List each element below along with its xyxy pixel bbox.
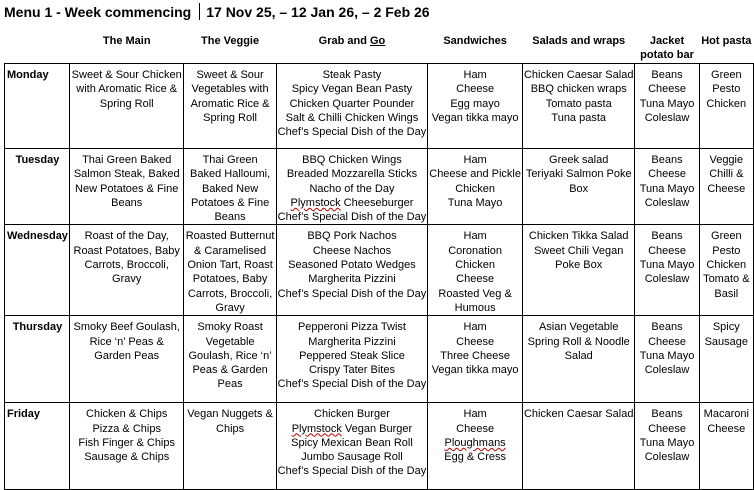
- cell-pasta: Green Pesto Chicken Tomato & Basil: [699, 225, 753, 316]
- cell-main: Smoky Beef Goulash, Rice ‘n’ Peas & Garden Peas: [69, 316, 184, 403]
- cell-main: Sweet & Sour Chicken with Aromatic Rice & Spring Roll: [69, 64, 184, 149]
- cell-grab: Chicken Burger Plymstock Vegan Burger Spicy Mexican Bean Roll Jumbo Sausage Roll Chef’s Special Dish of the Day: [276, 403, 428, 490]
- menu-dates: 17 Nov 25, – 12 Jan 26, – 2 Feb 26: [206, 4, 430, 20]
- cell-sandwiches: Ham Cheese and Pickle Chicken Tuna Mayo: [428, 149, 523, 225]
- header-day: [5, 30, 70, 64]
- cell-veggie: Sweet & Sour Vegetables with Aromatic Rice & Spring Roll: [184, 64, 276, 149]
- cell-main: Thai Green Baked Salmon Steak, Baked New Potatoes & Fine Beans: [69, 149, 184, 225]
- day-friday: Friday: [5, 403, 70, 490]
- header-go: Go: [369, 35, 386, 47]
- cell-sandwiches: Ham Cheese Ploughmans Egg & Cress: [428, 403, 523, 490]
- cell-main: Chicken & Chips Pizza & Chips Fish Finger & Chips Sausage & Chips: [69, 403, 184, 490]
- cell-veggie: Roasted Butternut & Caramelised Onion Tart, Roast Potatoes, Baby Carrots, Broccoli, Gravy: [184, 225, 276, 316]
- header-salads: Salads and wraps: [532, 35, 626, 47]
- cell-salads: Greek salad Teriyaki Salmon Poke Box: [522, 149, 634, 225]
- cell-main: Roast of the Day, Roast Potatoes, Baby Carrots, Broccoli, Gravy: [69, 225, 184, 316]
- header-main: The Main: [102, 35, 151, 47]
- cell-grab: Steak Pasty Spicy Vegan Bean Pasty Chicken Quarter Pounder Salt & Chilli Chicken Wings Chef’s Special Dish of the Day: [276, 64, 428, 149]
- cell-veggie: Thai Green Baked Halloumi, Baked New Potatoes & Fine Beans: [184, 149, 276, 225]
- cell-salads: Asian Vegetable Spring Roll & Noodle Salad: [522, 316, 634, 403]
- cell-jacket: Beans Cheese Tuna Mayo Coleslaw: [635, 149, 699, 225]
- day-wednesday: Wednesday: [5, 225, 70, 316]
- row-wednesday: [5, 225, 754, 316]
- cell-grab: BBQ Pork Nachos Cheese Nachos Seasoned Potato Wedges Margherita Pizzini Chef’s Special Dish of the Day: [276, 225, 428, 316]
- cell-sandwiches: Ham Cheese Three Cheese Vegan tikka mayo: [428, 316, 523, 403]
- row-friday: [5, 403, 754, 490]
- day-monday: Monday: [5, 64, 70, 149]
- header-grab-and-go: Grab and Go: [318, 35, 386, 47]
- cell-sandwiches: Ham Cheese Egg mayo Vegan tikka mayo: [428, 64, 523, 149]
- cell-veggie: Vegan Nuggets & Chips: [184, 403, 276, 490]
- header-row: [5, 30, 754, 64]
- header-jacket: Jacket potato bar: [640, 35, 694, 62]
- menu-title: [4, 2, 430, 22]
- cell-jacket: Beans Cheese Tuna Mayo Coleslaw: [635, 225, 699, 316]
- menu-name: Menu 1 - Week commencing: [4, 4, 192, 20]
- title-separator: [199, 3, 200, 20]
- menu-table: [4, 30, 754, 490]
- cell-jacket: Beans Cheese Tuna Mayo Coleslaw: [635, 403, 699, 490]
- header-sandwiches: Sandwiches: [443, 35, 507, 47]
- cell-veggie: Smoky Roast Vegetable Goulash, Rice ‘n’ Peas & Garden Peas: [184, 316, 276, 403]
- cell-jacket: Beans Cheese Tuna Mayo Coleslaw: [635, 64, 699, 149]
- day-tuesday: Tuesday: [5, 149, 70, 225]
- cell-salads: Chicken Tikka Salad Sweet Chili Vegan Poke Box: [522, 225, 634, 316]
- cell-grab: BBQ Chicken Wings Breaded Mozzarella Sticks Nacho of the Day Plymstock Cheeseburger Chef’s Special Dish of the Day: [276, 149, 428, 225]
- row-monday: [5, 64, 754, 149]
- day-thursday: Thursday: [5, 316, 70, 403]
- cell-pasta: Macaroni Cheese: [699, 403, 753, 490]
- cell-pasta: Green Pesto Chicken: [699, 64, 753, 149]
- cell-salads: Chicken Caesar Salad BBQ chicken wraps Tomato pasta Tuna pasta: [522, 64, 634, 149]
- row-thursday: [5, 316, 754, 403]
- cell-sandwiches: Ham Coronation Chicken Cheese Roasted Veg & Humous: [428, 225, 523, 316]
- header-hot-pasta: Hot pasta: [701, 35, 752, 47]
- cell-grab: Pepperoni Pizza Twist Margherita Pizzini Peppered Steak Slice Crispy Tater Bites Chef’s Special Dish of the Day: [276, 316, 428, 403]
- cell-pasta: Spicy Sausage: [699, 316, 753, 403]
- header-veggie: The Veggie: [201, 35, 260, 47]
- cell-pasta: Veggie Chilli & Cheese: [699, 149, 753, 225]
- row-tuesday: [5, 149, 754, 225]
- cell-salads: Chicken Caesar Salad: [522, 403, 634, 490]
- cell-jacket: Beans Cheese Tuna Mayo Coleslaw: [635, 316, 699, 403]
